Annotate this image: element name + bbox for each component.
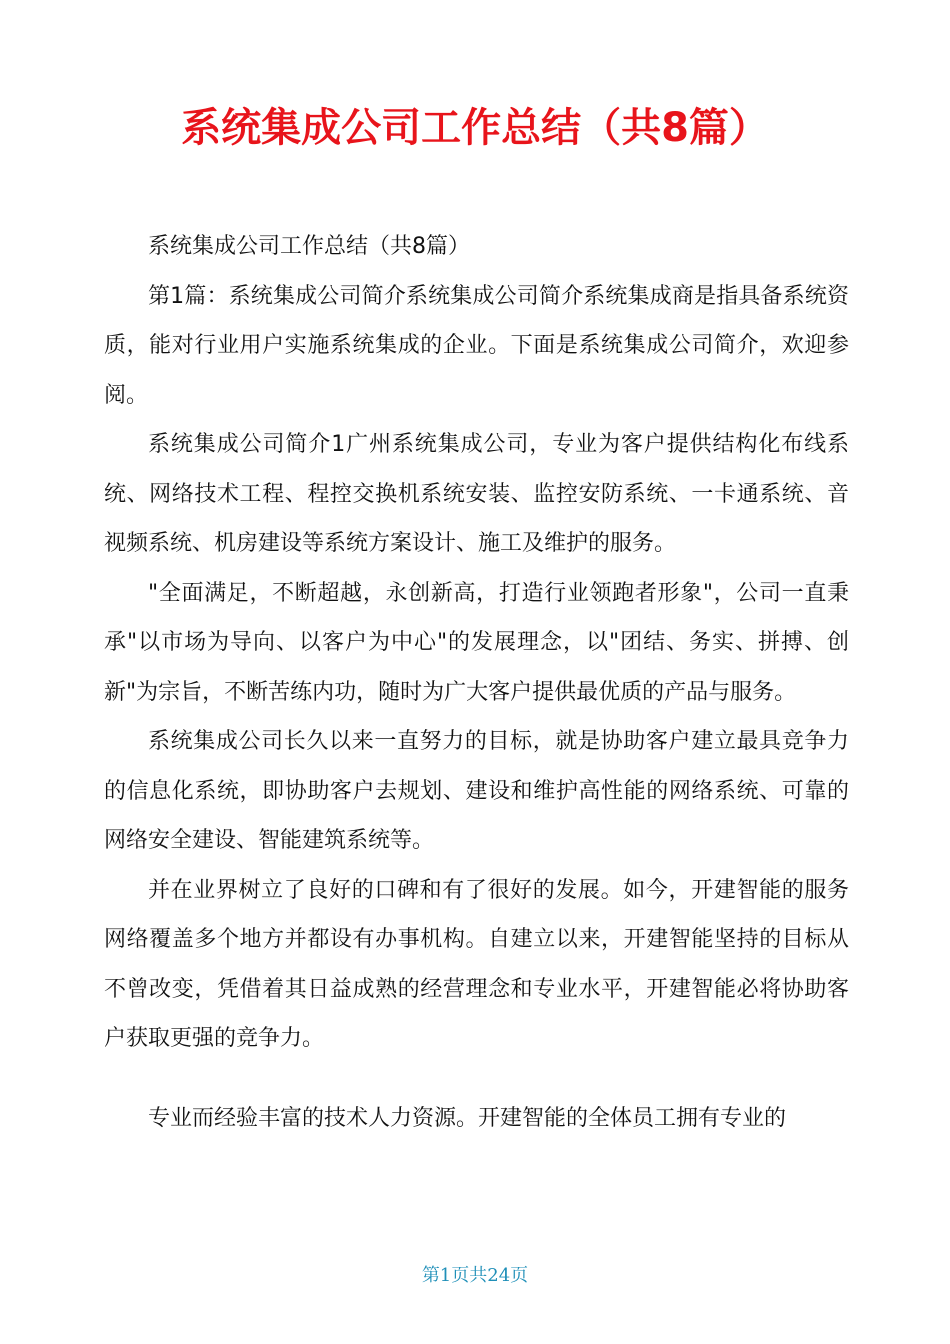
document-body — [104, 222, 849, 1143]
paragraph-1: 第1篇：系统集成公司简介系统集成公司简介系统集成商是指具备系统资质，能对行业用户实施系统集成的企业。下面是系统集成公司简介，欢迎参阅。 — [104, 283, 849, 408]
paragraph-3: "全面满足，不断超越，永创新高，打造行业领跑者形象"，公司一直秉承"以市场为导向、以客户为中心"的发展理念，以"团结、务实、拼搏、创新"为宗旨，不断苦练内功，随时为广大客户提供最优质的产品与服务。 — [104, 580, 849, 705]
paragraph-4: 系统集成公司长久以来一直努力的目标，就是协助客户建立最具竞争力的信息化系统，即协助客户去规划、建设和维护高性能的网络系统、可靠的网络安全建设、智能建筑系统等。 — [104, 729, 849, 853]
page-number-footer: 第1页共24页 — [421, 1265, 529, 1286]
paragraph-6: 专业而经验丰富的技术人力资源。开建智能的全体员工拥有专业的 — [148, 1105, 787, 1131]
paragraph-2: 系统集成公司简介1广州系统集成公司，专业为客户提供结构化布线系统、网络技术工程、程控交换机系统安装、监控安防系统、一卡通系统、音视频系统、机房建设等系统方案设计、施工及维护的服务。 — [104, 432, 849, 556]
paragraph-subtitle: 系统集成公司工作总结（共8篇） — [148, 234, 470, 259]
document-title: 系统集成公司工作总结（共8篇） — [181, 105, 769, 151]
paragraph-5: 并在业界树立了良好的口碑和有了很好的发展。如今，开建智能的服务网络覆盖多个地方并都设有办事机构。自建立以来，开建智能坚持的目标从不曾改变，凭借着其日益成熟的经营理念和专业水平，开建智能必将协助客户获取更强的竞争力。 — [104, 877, 849, 1051]
